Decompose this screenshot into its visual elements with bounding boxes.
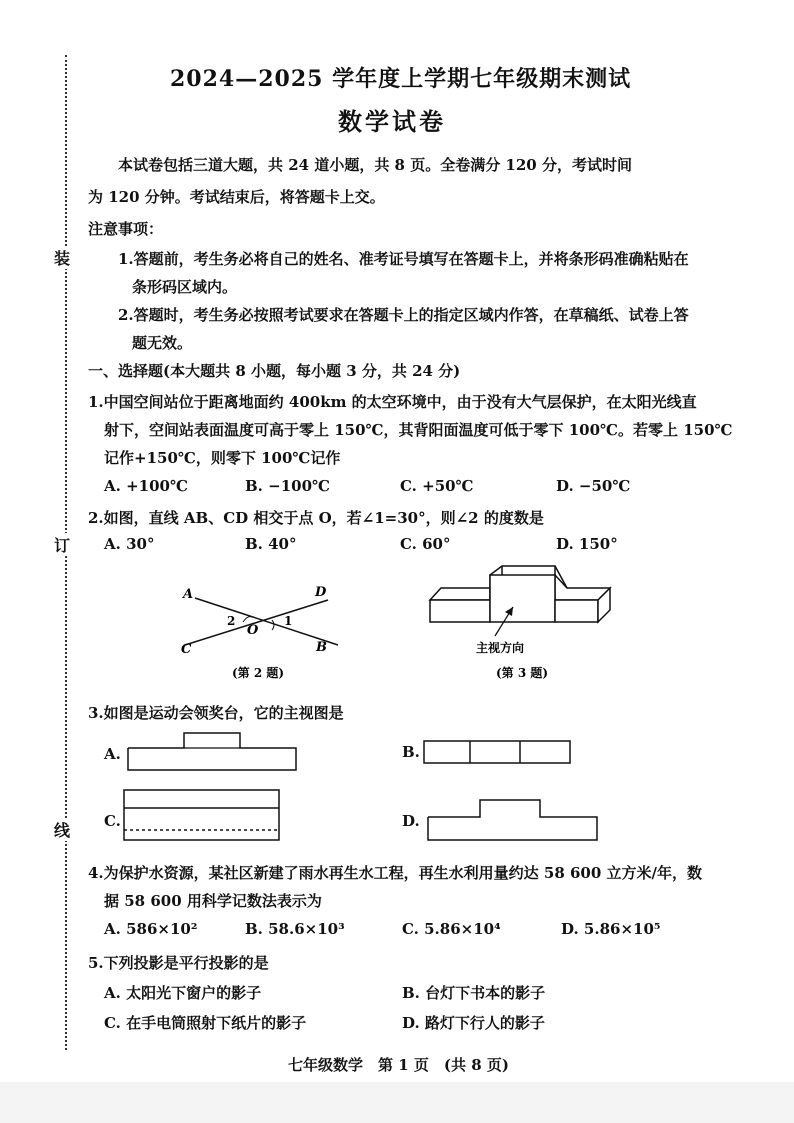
notice-line-4: 题无效。 xyxy=(132,334,193,352)
margin-label-xian: 线 xyxy=(54,818,70,841)
angle-1-label: 1 xyxy=(284,614,293,628)
notice-heading: 注意事项： xyxy=(88,220,164,238)
q4-option-b: B. 58.6×10³ xyxy=(245,920,345,938)
view-direction-label: 主视方向 xyxy=(476,641,525,655)
q5-option-c: C. 在手电筒照射下纸片的影子 xyxy=(104,1014,307,1032)
exam-title: 2024—2025 学年度上学期七年级期末测试 xyxy=(170,66,632,92)
scan-bottom-band xyxy=(0,1082,794,1123)
notice-line-2: 条形码区域内。 xyxy=(132,278,238,296)
q3-option-d-letter: D. xyxy=(402,812,420,830)
point-c-label: C xyxy=(181,642,192,657)
q1-line-2: 射下，空间站表面温度可高于零上 150℃，其背阳面温度可低于零下 100℃。若零上 150℃ xyxy=(104,421,733,439)
margin-label-ding: 订 xyxy=(54,533,70,556)
q3-option-a-letter: A. xyxy=(104,745,121,763)
q3-option-c-letter: C. xyxy=(104,812,121,830)
point-d-label: D xyxy=(315,585,327,600)
q1-option-d: D. −50℃ xyxy=(556,477,631,495)
q4-option-c: C. 5.86×10⁴ xyxy=(402,920,501,938)
q2-figure-caption: (第 2 题) xyxy=(232,666,285,680)
notice-line-3: 2.答题时，考生务必按照考试要求在答题卡上的指定区域内作答，在草稿纸、试卷上答 xyxy=(118,306,689,324)
notice-line-1: 1.答题前，考生务必将自己的姓名、准考证号填写在答题卡上，并将条形码准确粘贴在 xyxy=(118,250,689,268)
angle-2-arc xyxy=(243,617,252,622)
q2-option-c: C. 60° xyxy=(400,535,451,553)
margin-label-zhuang: 装 xyxy=(54,246,70,269)
q4-line-1: 4.为保护水资源，某社区新建了雨水再生水工程，再生水利用量约达 58 600 立方米/年，数 xyxy=(88,864,702,882)
q3-option-c-figure xyxy=(124,790,279,840)
q3-option-b-figure xyxy=(424,741,570,763)
q3-option-d-figure xyxy=(428,800,597,840)
q3-figure-caption: (第 3 题) xyxy=(496,666,549,680)
q1-line-3: 记作+150℃，则零下 100℃记作 xyxy=(104,449,341,467)
q5-option-d: D. 路灯下行人的影子 xyxy=(402,1014,545,1032)
q1-option-b: B. −100℃ xyxy=(245,477,330,495)
point-o-label: O xyxy=(247,623,259,638)
point-a-label: A xyxy=(183,587,194,602)
line-ab xyxy=(195,598,338,645)
q1-option-c: C. +50℃ xyxy=(400,477,474,495)
section-heading: 一、选择题(本大题共 8 小题，每小题 3 分，共 24 分) xyxy=(88,362,461,380)
q2-stem: 2.如图，直线 AB、CD 相交于点 O，若∠1=30°，则∠2 的度数是 xyxy=(88,509,544,527)
q4-option-d: D. 5.86×10⁵ xyxy=(561,920,661,938)
angle-2-label: 2 xyxy=(227,614,236,628)
q4-line-2: 据 58 600 用科学记数法表示为 xyxy=(104,892,322,910)
q3-podium-figure xyxy=(430,566,610,622)
q1-option-a: A. +100℃ xyxy=(104,477,188,495)
q2-option-b: B. 40° xyxy=(245,535,297,553)
q3-stem: 3.如图是运动会领奖台，它的主视图是 xyxy=(88,704,344,722)
q5-option-a: A. 太阳光下窗户的影子 xyxy=(104,984,262,1002)
q3-option-b-letter: B. xyxy=(402,743,420,761)
intro-line-2: 为 120 分钟。考试结束后，将答题卡上交。 xyxy=(88,188,385,206)
angle-1-arc xyxy=(272,620,274,630)
q2-option-d: D. 150° xyxy=(556,535,618,553)
q2-option-a: A. 30° xyxy=(104,535,155,553)
q3-option-a-figure xyxy=(128,733,296,770)
intro-line-1: 本试卷包括三道大题，共 24 道小题，共 8 页。全卷满分 120 分，考试时间 xyxy=(118,156,632,174)
page-footer: 七年级数学 第 1 页 (共 8 页) xyxy=(288,1056,509,1074)
q1-line-1: 1.中国空间站位于距离地面约 400km 的太空环境中，由于没有大气层保护，在太阳光线直 xyxy=(88,393,697,411)
q4-option-a: A. 586×10² xyxy=(104,920,198,938)
exam-subtitle: 数学试卷 xyxy=(338,107,446,136)
q5-option-b: B. 台灯下书本的影子 xyxy=(402,984,546,1002)
q5-stem: 5.下列投影是平行投影的是 xyxy=(88,954,269,972)
point-b-label: B xyxy=(316,640,327,655)
